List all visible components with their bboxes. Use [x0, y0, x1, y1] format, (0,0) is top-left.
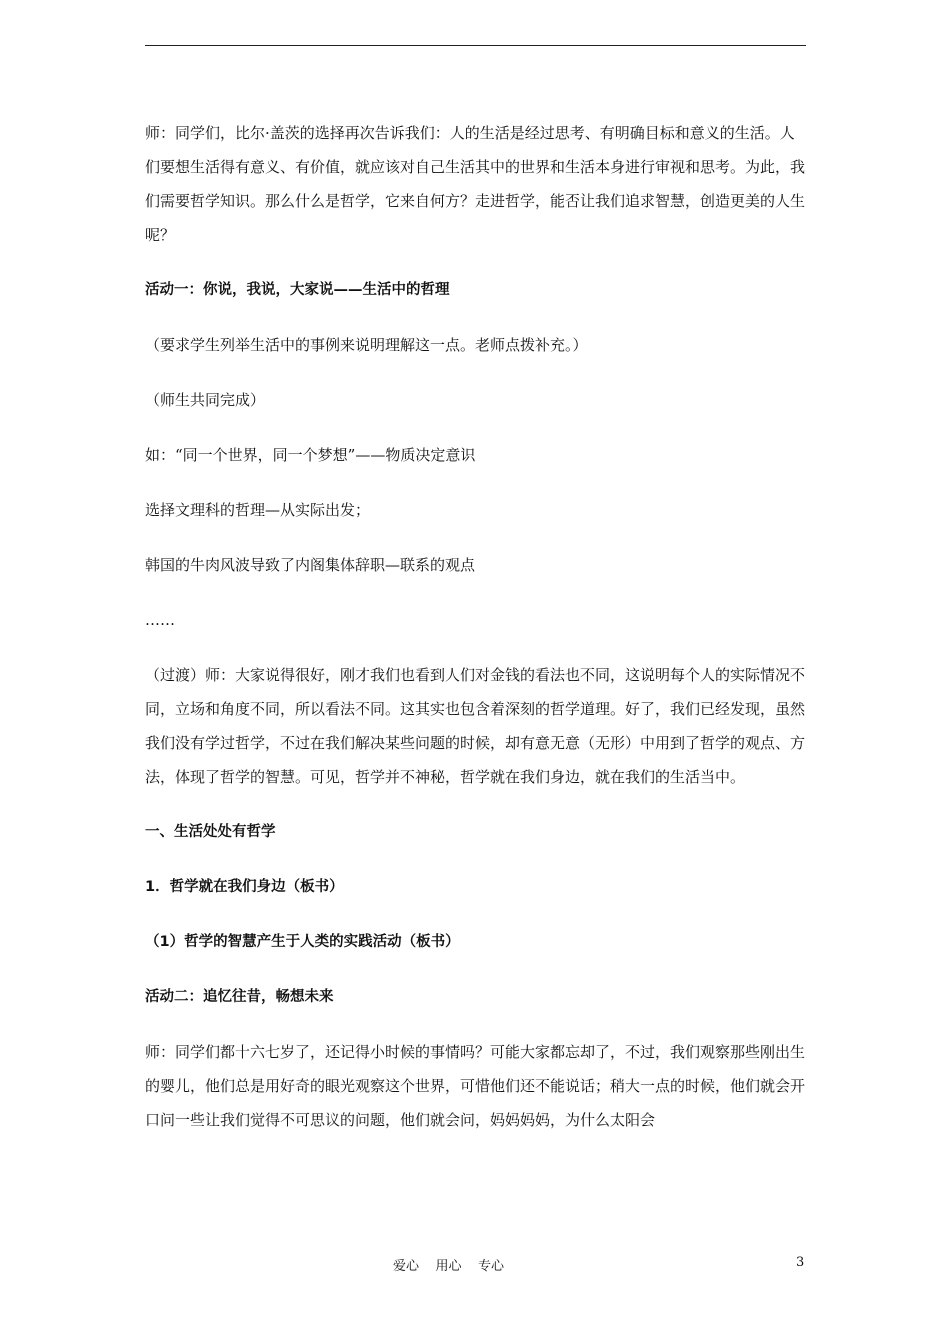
activity-two-heading: 活动二：追忆往昔，畅想未来: [145, 989, 334, 1005]
paragraph-transition: （过渡）师：大家说得很好，刚才我们也看到人们对金钱的看法也不同，这说明每个人的实际情况不同，立场和角度不同，所以看法不同。这其实也包含着深刻的哲学道理。好了，我们已经发现，虽然我们没有学过哲学，不过在我们解决某些问题的时候，却有意无意（无形）中用到了哲学的观点、方法，体现了哲学的智慧。可见，哲学并不神秘，哲学就在我们身边，就在我们的生活当中。: [145, 666, 806, 786]
paragraph-intro: 师：同学们，比尔·盖茨的选择再次告诉我们：人的生活是经过思考、有明确目标和意义的生活。人们要想生活得有意义、有价值，就应该对自己生活其中的世界和生活本身进行审视和思考。为此，我们需要哲学知识。那么什么是哲学，它来自何方？走进哲学，能否让我们追求智慧，创造更美的人生呢？: [145, 124, 806, 244]
document-body: [145, 116, 806, 1137]
page-number: 3: [796, 1255, 805, 1270]
section-heading-1: 一、生活处处有哲学: [145, 824, 276, 840]
header-rule: [145, 45, 806, 46]
paragraph-example-2: 选择文理科的哲理—从实际出发；: [145, 501, 371, 519]
subsection-heading-1: 1．哲学就在我们身边（板书）: [145, 879, 344, 895]
paragraph-example-1: 如：“同一个世界，同一个梦想”——物质决定意识: [145, 446, 476, 464]
activity-one-heading: 活动一：你说，我说，大家说——生活中的哲理: [145, 282, 450, 298]
paragraph-joint: （师生共同完成）: [145, 391, 266, 409]
paragraph-requirement: （要求学生列举生活中的事例来说明理解这一点。老师点拨补充。）: [145, 336, 588, 354]
footer-motto: 爱心 用心 专心: [393, 1259, 505, 1274]
subsection-heading-1-1: （1）哲学的智慧产生于人类的实践活动（板书）: [145, 934, 460, 950]
paragraph-ellipsis: ……: [145, 611, 175, 629]
paragraph-example-3: 韩国的牛肉风波导致了内阁集体辞职—联系的观点: [145, 556, 476, 574]
paragraph-activity-two: 师：同学们都十六七岁了，还记得小时候的事情吗？可能大家都忘却了，不过，我们观察那些刚出生的婴儿，他们总是用好奇的眼光观察这个世界，可惜他们还不能说话；稍大一点的时候，他们就会开口问一些让我们觉得不可思议的问题，他们就会问，妈妈妈妈，为什么太阳会: [145, 1043, 806, 1129]
